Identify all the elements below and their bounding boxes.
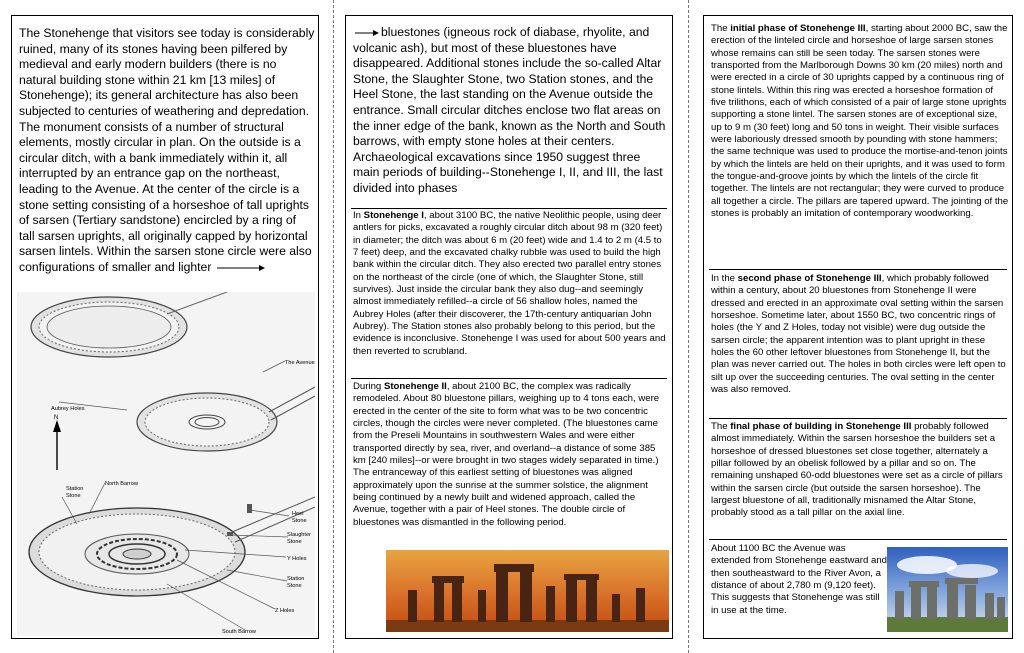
continued-arrow-icon bbox=[353, 29, 381, 37]
s1-text: , starting about 2000 BC, saw the erection of the linteled circle and horseshoe of large sarsen stones whose remains can still be seen today. The sarsen stones were transported from the Marlborough Downs 30 km (20 miles) north and were erected in a circle of 30 uprights capped by a continuous ring of stone lintels. Within this ring was erected a horseshoe formation of five trilithons, each of which consisted of a pair of large stone uprights supporting a stone lintel. The sarsen stones are of exceptional size, up to 9 m (30 feet) long and 50 tons in weight. Their visible surfaces were laboriously dressed smooth by pounding with stone hammers; the same technique was used to produce the mortise-and-tenon joints by which the lintels are held on their uprights, and it was used to form the tongue-and-groove joints by which the lintels of the circle fit together. The lintels are not rectangular; they were curved to produce all together a circle. The pillars are tapered upward. The jointing of the stones is probably an imitation of contemporary woodworking. bbox=[711, 23, 1009, 220]
fold-line-right bbox=[688, 0, 689, 653]
label-slaughter-stone-1: Slaughter bbox=[287, 532, 311, 538]
s2-text: , which probably followed within a century, about 20 bluestones from Stonehenge II were dressed and erected in an approximate oval setting within the sarsen horseshoe. Sometime later, about 1550 BC, two concentric rings of holes (the Y and Z Holes, today not visible) were dug outside the sarsen circle; the apparent intention was to plant upright in these holes the 60 other leftover bluestones from Stonehenge II, but the plan was never carried out. The holes in both circles were left open to silt up over the succeeding centuries. The oval setting in the center was also removed. bbox=[711, 273, 1006, 396]
label-station-stone-left-1: Station bbox=[66, 486, 84, 492]
panel-middle bbox=[345, 15, 673, 639]
label-north-barrow: North Barrow bbox=[105, 481, 138, 487]
label-avenue: The Avenue bbox=[285, 360, 315, 366]
s3-pre: The bbox=[711, 421, 731, 432]
daytime-stonehenge-photo bbox=[887, 547, 1008, 632]
divider-3 bbox=[709, 269, 1007, 270]
label-south-barrow: South Barrow bbox=[222, 629, 256, 635]
intro-paragraph bbox=[19, 26, 315, 276]
s2-heading: second phase of Stonehenge III bbox=[737, 273, 882, 284]
sec1-pre: In bbox=[353, 210, 364, 221]
s3-text: probably followed almost immediately. Within the sarsen horseshoe the builders set a horseshoe of dressed bluestones set close together, alternately a pillar followed by an obelisk followed by a pillar and so on. The remaining unshaped 60-odd bluestones were set as a circle of pillars within the sarsen circle (but outside the sarsen horseshoe). The largest bluestone of all, traditionally misnamed the Altar Stone, probably stood as a tall pillar on the axial line. bbox=[711, 421, 1003, 519]
divider-1 bbox=[351, 208, 667, 209]
label-y-holes: Y Holes bbox=[287, 556, 307, 562]
sec2-pre: During bbox=[353, 381, 384, 392]
label-station-stone-right-1: Station bbox=[287, 576, 305, 582]
sec2-text: , about 2100 BC, the complex was radically remodeled. About 80 bluestone pillars, weighing up to 4 tons each, were erected in the center of the site to form what was to be two concentric circles, though the circles were never completed. (The bluestones came from the Preseli Mountains in southwestern Wales and were either transported directly by sea, river, and overland--a distance of some 385 km [240 miles]--or were brought in two stages widely separated in time.) The entranceway of this earliest setting of bluestones was aligned approximately upon the sunrise at the summer solstice, the alignment being continued by a newly built and widened approach, called the Avenue, together with a pair of Heel stones. The double circle of bluestones was dismantled in the following period. bbox=[353, 381, 660, 528]
sec1-heading: Stonehenge I bbox=[363, 210, 424, 221]
s2-pre: In the bbox=[711, 273, 738, 284]
s1-pre: The bbox=[711, 23, 731, 34]
bluestones-text: bluestones (igneous rock of diabase, rhyolite, and volcanic ash), but most of these bluestones have disappeared. Additional stones include the so-called Altar Stone, the Slaughter Stone, two Station stones, and the Heel Stone, the last standing on the Avenue outside the entrance. Small circular ditches enclose two flat areas on the inner edge of the bank, known as the North and South barrows, with empty stone holes at their centers. bbox=[353, 25, 666, 149]
divider-2 bbox=[351, 378, 667, 379]
sunset-stonehenge-photo bbox=[386, 550, 669, 632]
label-heel-stone-2: Stone bbox=[292, 518, 307, 524]
label-north: N bbox=[54, 415, 59, 421]
sec1-text: , about 3100 BC, the native Neolithic people, using deer antlers for picks, excavated a roughly circular ditch about 98 m (320 feet) in diameter; the ditch was about 6 m (20 feet) wide and 1.4 to 2 m (4.5 to 7 feet) deep, and the excavated chalky rubble was used to build the high bank within the circular ditch. They also erected two parallel entry stones on the northeast of the circle (one of which, the Slaughter Stone, still survives). Just inside the circular bank they also dug--and seemingly almost immediately refilled--a circle of 56 shallow holes, named the Aubrey Holes (after their discoverer, the 17th-century antiquarian John Aubrey). The Station stones also probably belong to this period, but the evidence is inconclusive. Stonehenge I was used for about 500 years and then reverted to scrubland. bbox=[353, 210, 666, 357]
label-slaughter-stone-2: Stone bbox=[287, 539, 302, 545]
continue-arrow-icon bbox=[215, 264, 267, 272]
s1-heading: initial phase of Stonehenge III bbox=[730, 23, 866, 34]
stonehenge-three-initial-section bbox=[711, 23, 1009, 221]
stonehenge-three-second-section bbox=[711, 273, 1009, 396]
avenue-extension-section: About 1100 BC the Avenue was extended from Stonehenge eastward and then southeastward to the River Avon, a distance of about 2,780 m (9,120 feet). This suggests that Stonehenge was still in use at the time. bbox=[711, 543, 888, 616]
label-station-stone-left-2: Stone bbox=[66, 493, 81, 499]
divider-5 bbox=[709, 539, 1007, 540]
label-station-stone-right-2: Stone bbox=[287, 583, 302, 589]
excavations-text: Archaeological excavations since 1950 suggest three main periods of building--Stonehenge I, II, and III, the last divided into phases bbox=[353, 149, 663, 195]
stonehenge-two-section bbox=[353, 381, 669, 529]
s3-heading: final phase of building in Stonehenge III bbox=[730, 421, 912, 432]
divider-4 bbox=[709, 418, 1007, 419]
label-aubrey-holes: Aubrey Holes bbox=[51, 406, 85, 412]
sec2-heading: Stonehenge II bbox=[383, 381, 447, 392]
label-z-holes: Z Holes bbox=[275, 608, 295, 614]
stonehenge-three-final-section bbox=[711, 421, 1009, 520]
fold-line-left bbox=[333, 0, 334, 653]
panel-left bbox=[11, 15, 319, 639]
bluestones-paragraph bbox=[353, 25, 669, 197]
stonehenge-one-section bbox=[353, 210, 669, 358]
label-heel-stone-1: Heel bbox=[292, 511, 304, 517]
intro-text: The Stonehenge that visitors see today is considerably ruined, many of its stones having been pilfered by medieval and early modern builders (there is no natural building stone within 21 km [13 miles] of Stonehenge); its general architecture has also been subjected to centuries of weathering and depredation. The monument consists of a number of structural elements, mostly circular in plan. On the outside is a circular ditch, with a bank immediately within it, all interrupted by an entrance gap on the northeast, leading to the Avenue. At the center of the circle is a stone setting consisting of a horseshoe of tall uprights of sarsen (Tertiary sandstone) encircled by a ring of tall sarsen uprights, all originally capped by horizontal sarsen lintels. Within the sarsen stone circle were also configurations of smaller and lighter bbox=[19, 26, 315, 274]
panel-right bbox=[703, 15, 1013, 639]
stonehenge-phases-diagram bbox=[17, 292, 315, 636]
